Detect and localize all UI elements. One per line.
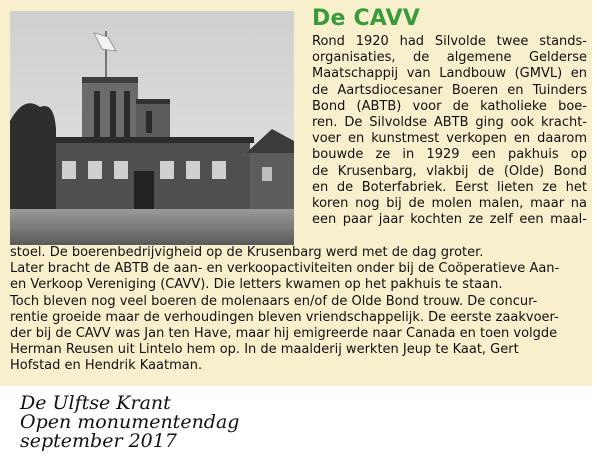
signature-line: Open monumentendag (20, 411, 240, 433)
text-line: bouwde ze in 1929 een pakhuis op (312, 147, 587, 163)
text-line: Bond (ABTB) voor de katholieke boe- (312, 98, 587, 114)
signature-line: september 2017 (20, 430, 177, 452)
signature-line: De Ulftse Krant (20, 392, 171, 414)
text-line: Maatschappij van Landbouw (GMVL) en (312, 66, 587, 82)
text-line: koren nog bij de molen malen, maar na (312, 196, 587, 212)
text-line: en Verkoop Vereniging (CAVV). Die letters kwamen op het pakhuis te staan. (10, 277, 503, 293)
text-line: der bij de CAVV was Jan ten Have, maar hij emigreerde naar Canada en toen volgde (10, 326, 558, 342)
article-title: De CAVV (312, 6, 420, 31)
article-right-column (312, 34, 587, 228)
text-line: Toch bleven nog veel boeren de molenaars en/of de Olde Bond trouw. De concur- (10, 293, 538, 309)
text-line: ren. De Silvoldse ABTB ging ook kracht- (312, 115, 587, 131)
text-line: Herman Reusen uit Lintelo hem op. In de maalderij werkten Jeup te Kaat, Gert (10, 342, 519, 358)
text-line: organisaties, de algemene Gelderse (312, 50, 587, 66)
text-line: voer en kunstmest verkopen en daarom (312, 131, 587, 147)
text-line: rentie groeide maar de verhoudingen bleven vriendschappelijk. De eerste zaakvoer- (10, 309, 559, 325)
source-signature (20, 394, 239, 451)
text-line: de Aartsdiocesaner Boeren en Tuinders (312, 82, 587, 98)
article-full-width-text (10, 245, 587, 375)
text-line: en de Boterfabriek. Eerst lieten ze het (312, 179, 587, 195)
text-line: Hofstad en Hendrik Kaatman. (10, 358, 203, 374)
text-line: Later bracht de ABTB de aan- en verkoopactiviteiten onder bij de Coöperatieve Aan- (10, 261, 560, 277)
text-line: de Krusenbarg, vlakbij de (Olde) Bond (312, 163, 587, 179)
text-line: een paar jaar kochten ze zelf een maal- (312, 212, 587, 228)
building-photo (10, 11, 294, 245)
text-line: stoel. De boerenbedrijvigheid op de Krusenbarg werd met de dag groter. (10, 245, 484, 260)
text-line: Rond 1920 had Silvolde twee stands- (312, 34, 587, 49)
